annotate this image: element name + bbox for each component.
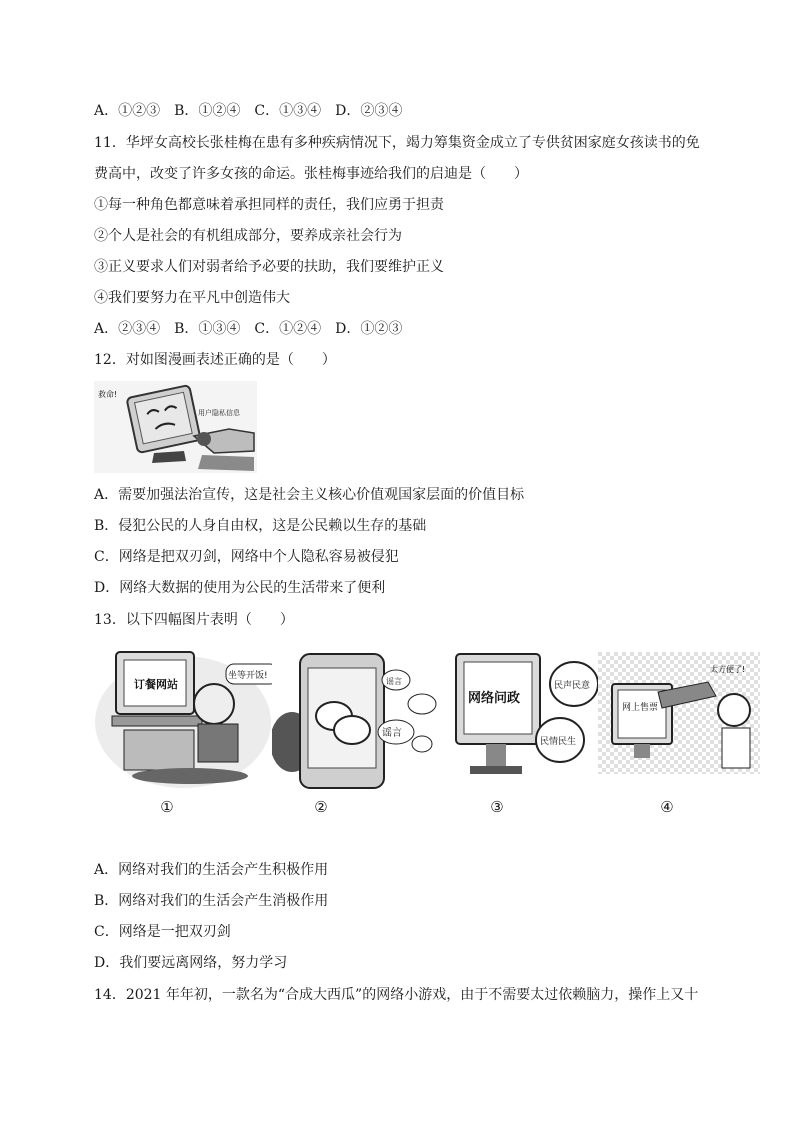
picture1-text-a: 订餐网站 [134,678,178,691]
picture4-text-a: 网上售票 [622,703,659,713]
q12-stem: 12．对如图漫画表述正确的是（ ） [94,352,336,368]
picture-label-2: ② [314,798,328,816]
q13-option-a: A．网络对我们的生活会产生积极作用 [94,862,329,878]
picture-label-1: ① [160,798,174,816]
q11-item-4: ④我们要努力在平凡中创造伟大 [94,290,290,306]
picture-label-4: ④ [660,798,674,816]
picture3-text-a: 网络问政 [468,691,521,706]
q12-option-d: D．网络大数据的使用为公民的生活带来了便利 [94,580,386,596]
q13-option-c: C．网络是一把双刃剑 [94,924,231,940]
q11-item-2: ②个人是社会的有机组成部分，要养成亲社会行为 [94,228,402,244]
picture3-text-b: 民声民意 [554,681,591,691]
q11-item-1: ①每一种角色都意味着承担同样的责任，我们应勇于担责 [94,197,444,213]
q11-stem-line1: 11．华坪女高校长张桂梅在患有多种疾病情况下，竭力筹集资金成立了专供贫困家庭女孩读书的免 [94,135,700,151]
cartoon-help-text: 救命! [98,390,118,399]
picture4-text-b: 太方便了! [710,665,746,674]
q13-picture-2 [272,642,450,792]
picture1-text-b: 坐等开饭! [228,671,268,681]
q12-option-a: A．需要加强法治宣传，这是社会主义核心价值观国家层面的价值目标 [94,487,525,503]
q13-picture-4 [598,652,760,774]
q13-option-d: D．我们要远离网络，努力学习 [94,955,288,971]
q12-cartoon-image [94,381,257,473]
picture3-text-c: 民情民生 [540,737,577,747]
picture2-text-a: 谣言 [386,677,402,686]
q13-picture-1 [94,642,272,792]
cartoon-privacy-label: 用户隐私信息 [198,409,240,417]
q13-picture-3 [450,642,598,792]
q14-stem: 14．2021 年年初，一款名为“合成大西瓜”的网络小游戏，由于不需要太过依赖脑力，操作上又十 [94,987,699,1003]
q11-options: A．②③④ B．①③④ C．①②④ D．①②③ [94,321,403,337]
q13-stem: 13．以下四幅图片表明（ ） [94,612,294,628]
q10-options: A．①②③ B．①②④ C．①③④ D．②③④ [94,103,403,119]
q13-option-b: B．网络对我们的生活会产生消极作用 [94,893,329,909]
picture2-text-b: 谣言 [382,728,402,739]
q11-item-3: ③正义要求人们对弱者给予必要的扶助，我们要维护正义 [94,259,444,275]
q12-option-c: C．网络是把双刃剑，网络中个人隐私容易被侵犯 [94,549,399,565]
picture-label-3: ③ [490,798,504,816]
q12-option-b: B．侵犯公民的人身自由权，这是公民赖以生存的基础 [94,518,427,534]
q11-stem-line2: 费高中，改变了许多女孩的命运。张桂梅事迹给我们的启迪是（ ） [94,166,528,182]
